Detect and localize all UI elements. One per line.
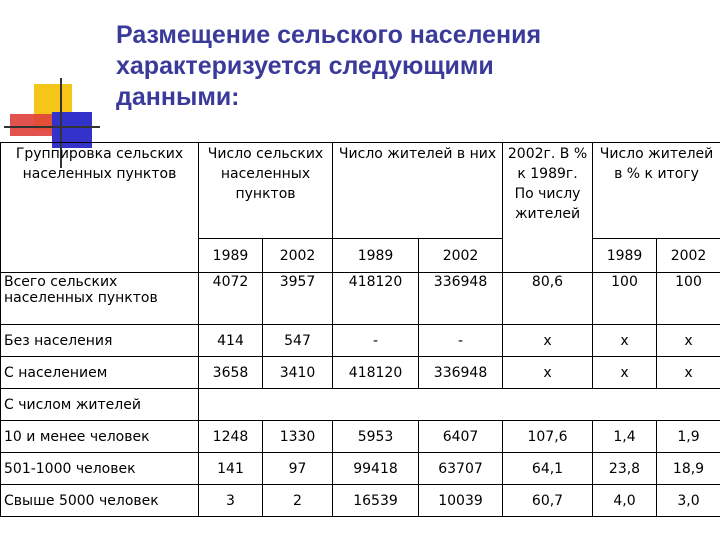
table-cell: 100 [657, 273, 720, 325]
table-cell: 107,6 [503, 421, 593, 453]
row-label: С населением [1, 357, 199, 389]
row-label: Без населения [1, 325, 199, 357]
table-cell: 3957 [263, 273, 333, 325]
table-cell: 418120 [333, 273, 419, 325]
title-line-2: характеризуется следующими [116, 52, 494, 80]
table-cell: 414 [199, 325, 263, 357]
table-cell: 4,0 [593, 485, 657, 517]
table-cell: х [593, 357, 657, 389]
row-label: 10 и менее человек [1, 421, 199, 453]
table-row [1, 389, 720, 421]
table-cell: х [657, 357, 720, 389]
table-cell: 2 [263, 485, 333, 517]
table-cell: 336948 [419, 273, 503, 325]
table-cell: 16539 [333, 485, 419, 517]
table-row [1, 325, 720, 357]
table-cell: 3 [199, 485, 263, 517]
row-label: 501-1000 человек [1, 453, 199, 485]
table-cell: 418120 [333, 357, 419, 389]
table-cell: 3410 [263, 357, 333, 389]
title-line-3: данными: [116, 83, 240, 111]
table-cell: 5953 [333, 421, 419, 453]
header-2002-vs-1989: 2002г. В % к 1989г. По числу жителей [503, 143, 593, 273]
header-residents-count: Число жителей в них [333, 143, 503, 239]
header-year: 2002 [419, 239, 503, 273]
decor-horizontal-line [4, 126, 100, 128]
table-cell: 10039 [419, 485, 503, 517]
table-cell: 97 [263, 453, 333, 485]
table-cell: 60,7 [503, 485, 593, 517]
table-cell: х [657, 325, 720, 357]
table-cell: 1330 [263, 421, 333, 453]
table-cell: 64,1 [503, 453, 593, 485]
table-row [1, 453, 720, 485]
table-row [1, 485, 720, 517]
slide-title [116, 20, 676, 113]
table-cell: 547 [263, 325, 333, 357]
header-year: 1989 [593, 239, 657, 273]
table-cell: - [333, 325, 419, 357]
table-cell: 100 [593, 273, 657, 325]
table-cell: 4072 [199, 273, 263, 325]
row-label: Всего сельских населенных пунктов [1, 273, 199, 325]
table-row [1, 357, 720, 389]
table-cell: 336948 [419, 357, 503, 389]
table-cell: 23,8 [593, 453, 657, 485]
table-row [1, 421, 720, 453]
table-cell: 141 [199, 453, 263, 485]
table-cell: х [593, 325, 657, 357]
table-cell: х [503, 357, 593, 389]
table-cell: 80,6 [503, 273, 593, 325]
header-year: 2002 [263, 239, 333, 273]
header-settlements-count: Число сельских населенных пунктов [199, 143, 333, 239]
table-cell: 3,0 [657, 485, 720, 517]
table-cell-empty [199, 389, 720, 421]
table-cell: 99418 [333, 453, 419, 485]
header-grouping: Группировка сельских населенных пунктов [1, 143, 199, 273]
population-table [0, 142, 720, 517]
header-residents-share: Число жителей в % к итогу [593, 143, 720, 239]
table-cell: 3658 [199, 357, 263, 389]
table-cell: 18,9 [657, 453, 720, 485]
row-label: Свыше 5000 человек [1, 485, 199, 517]
table-cell: 1,9 [657, 421, 720, 453]
title-line-1: Размещение сельского населения [116, 21, 542, 49]
table-cell: х [503, 325, 593, 357]
table-cell: 1,4 [593, 421, 657, 453]
row-label: С числом жителей [1, 389, 199, 421]
table-cell: 6407 [419, 421, 503, 453]
table-cell: - [419, 325, 503, 357]
header-year: 1989 [333, 239, 419, 273]
header-year: 2002 [657, 239, 720, 273]
header-year: 1989 [199, 239, 263, 273]
table-cell: 63707 [419, 453, 503, 485]
table-cell: 1248 [199, 421, 263, 453]
table-row [1, 273, 720, 325]
